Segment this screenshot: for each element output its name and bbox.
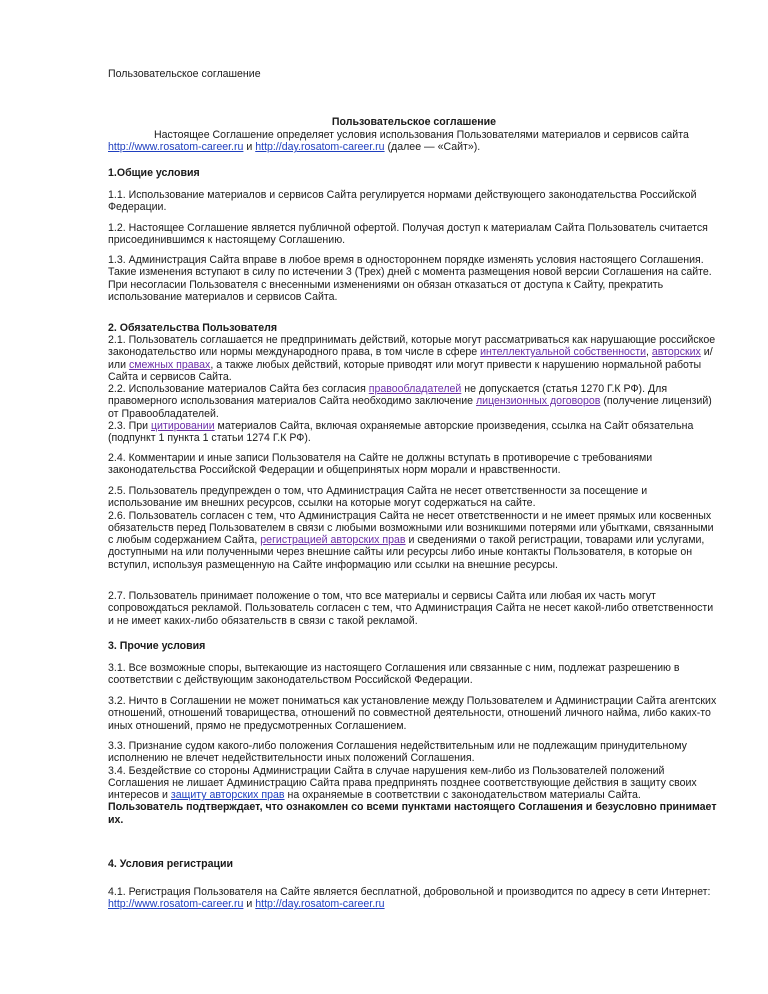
rights-holders-link[interactable]: правообладателей xyxy=(368,383,462,396)
intellectual-property-link[interactable]: интеллектуальной собственности xyxy=(480,346,646,359)
citation-link[interactable]: цитировании xyxy=(150,420,215,433)
clause-2-5: 2.5. Пользователь предупрежден о том, что Администрация Сайта не несет ответственности за посещение и использование им внешних ресурсов, ссылки на которые могут содержаться на сайте. xyxy=(108,485,648,510)
section-2-heading: 2. Обязательства Пользователя xyxy=(108,322,278,334)
clause-1-3: 1.3. Администрация Сайта вправе в любое время в одностороннем порядке изменять условия настоящего Соглашения. Такие изменения вступают в силу по истечении 3 (Трех) дней с момента размещения новой версии Соглашения на сайте. При несогласии Пользователя с внесенными изменениями он обязан отказаться от доступа к Сайту, прекратить использование материалов и сервисов Сайта. xyxy=(108,254,712,303)
section-2-block-2 xyxy=(108,485,720,571)
user-confirmation: Пользователь подтверждает, что ознакомлен со всеми пунктами настоящего Соглашения и безусловно принимает их. xyxy=(108,801,717,826)
registration-link-day-rosatom-career[interactable]: http://day.rosatom-career.ru xyxy=(255,898,385,911)
clause-2-1: 2.1. Пользователь соглашается не предпринимать действий, которые могут рассматриваться как нарушающие российское законодательство или нормы международного права, в том числе в сфере интеллектуальной собственности, авторских и/или смежных правах, а также любых действий, которые приводят или могут привести к нарушению нормальной работы Сайта и сервисов Сайта. xyxy=(108,334,716,383)
clause-2-6: 2.6. Пользователь согласен с тем, что Администрация Сайта не несет ответственности и не имеет прямых или косвенных обязательств перед Пользователем в связи с любыми возможными или возникшими потерями или убытками, связанными с любым содержанием Сайта, регистрацией авторских прав и сведениями о такой регистрации, товарами или услугами, доступными на или полученными через внешние сайты или ресурсы либо иные контакты Пользователя, в которые он вступил, используя размещенную на Сайте информацию или ссылки на внешние ресурсы. xyxy=(108,509,714,571)
intro-paragraph: Настоящее Соглашение определяет условия использования Пользователями материалов и сервисов сайта http://www.rosatom-career.ru и http://day.rosatom-career.ru (далее — «Сайт»). xyxy=(108,129,689,154)
copyright-link[interactable]: авторских xyxy=(651,346,701,359)
clause-4-1: 4.1. Регистрация Пользователя на Сайте является бесплатной, добровольной и производится по адресу в сети Интернет: http://www.rosatom-career.ru и http://day.rosatom-career.ru xyxy=(108,886,711,911)
clause-2-7: 2.7. Пользователь принимает положение о том, что все материалы и сервисы Сайта или любая их часть могут сопровождаться рекламой. Пользователь согласен с тем, что Администрация Сайта не несет какой-либо ответственности и не имеет каких-либо обязательств в связи с такой рекламой. xyxy=(108,590,714,627)
day-rosatom-career-link[interactable]: http://day.rosatom-career.ru xyxy=(255,141,385,154)
copyright-registration-link[interactable]: регистрацией авторских прав xyxy=(260,534,406,547)
clause-3-4: 3.4. Бездействие со стороны Администрации Сайта в случае нарушения кем-либо из Пользователей положений Соглашения не лишает Администрацию Сайта права предпринять позднее соответствующие действия в защиту своих интересов и защиту авторских прав на охраняемые в соответствии с законодательством материалы Сайта. xyxy=(108,764,697,802)
document-header: Пользовательское соглашение xyxy=(108,68,261,80)
document-title: Пользовательское соглашение xyxy=(331,116,497,128)
section-3-heading: 3. Прочие условия xyxy=(108,640,206,652)
section-1-heading: 1.Общие условия xyxy=(108,167,200,179)
section-4-heading: 4. Условия регистрации xyxy=(108,858,234,870)
clause-2-3: 2.3. При цитировании материалов Сайта, включая охраняемые авторские произведения, ссылка на Сайт обязательна (подпункт 1 пункта 1 статьи 1274 Г.К РФ). xyxy=(108,420,694,445)
license-agreements-link[interactable]: лицензионных договоров xyxy=(475,395,601,408)
registration-link-rosatom-career[interactable]: http://www.rosatom-career.ru xyxy=(108,898,244,911)
section-2-block-1 xyxy=(108,334,720,445)
clause-1-2: 1.2. Настоящее Соглашение является публичной офертой. Получая доступ к материалам Сайта Пользователь считается присоединившимся к настоящему Соглашению. xyxy=(108,222,708,247)
clause-3-1: 3.1. Все возможные споры, вытекающие из настоящего Соглашения или связанные с ним, подлежат разрешению в соответствии с действующим законодательством Российской Федерации. xyxy=(108,662,680,687)
rosatom-career-link[interactable]: http://www.rosatom-career.ru xyxy=(108,141,244,154)
clause-3-3: 3.3. Признание судом какого-либо положения Соглашения недействительным или не подлежащим принудительному исполнению не влечет недействительности иных положений Соглашения. xyxy=(108,740,687,765)
clause-3-2: 3.2. Ничто в Соглашении не может пониматься как установление между Пользователем и Администрации Сайта агентских отношений, отношений товарищества, отношений по совместной деятельности, отношений личного найма, либо каких-то иных отношений, прямо не предусмотренных Соглашением. xyxy=(108,695,717,732)
copyright-protection-link[interactable]: защиту авторских прав xyxy=(170,789,285,802)
clause-2-4: 2.4. Комментарии и иные записи Пользователя на Сайте не должны вступать в противоречие с требованиями законодательства Российской Федерации и общепринятых норм морали и нравственности. xyxy=(108,452,653,477)
related-rights-link[interactable]: смежных правах xyxy=(128,358,211,371)
section-3-block xyxy=(108,740,720,826)
clause-1-1: 1.1. Использование материалов и сервисов Сайта регулируется нормами действующего законодательства Российской Федерации. xyxy=(108,189,697,214)
clause-2-2: 2.2. Использование материалов Сайта без согласия правообладателей не допускается (статья 1270 Г.К РФ). Для правомерного использования материалов Сайта необходимо заключение лицензионных договоров (получение лицензий) от Правообладателей. xyxy=(108,383,712,420)
